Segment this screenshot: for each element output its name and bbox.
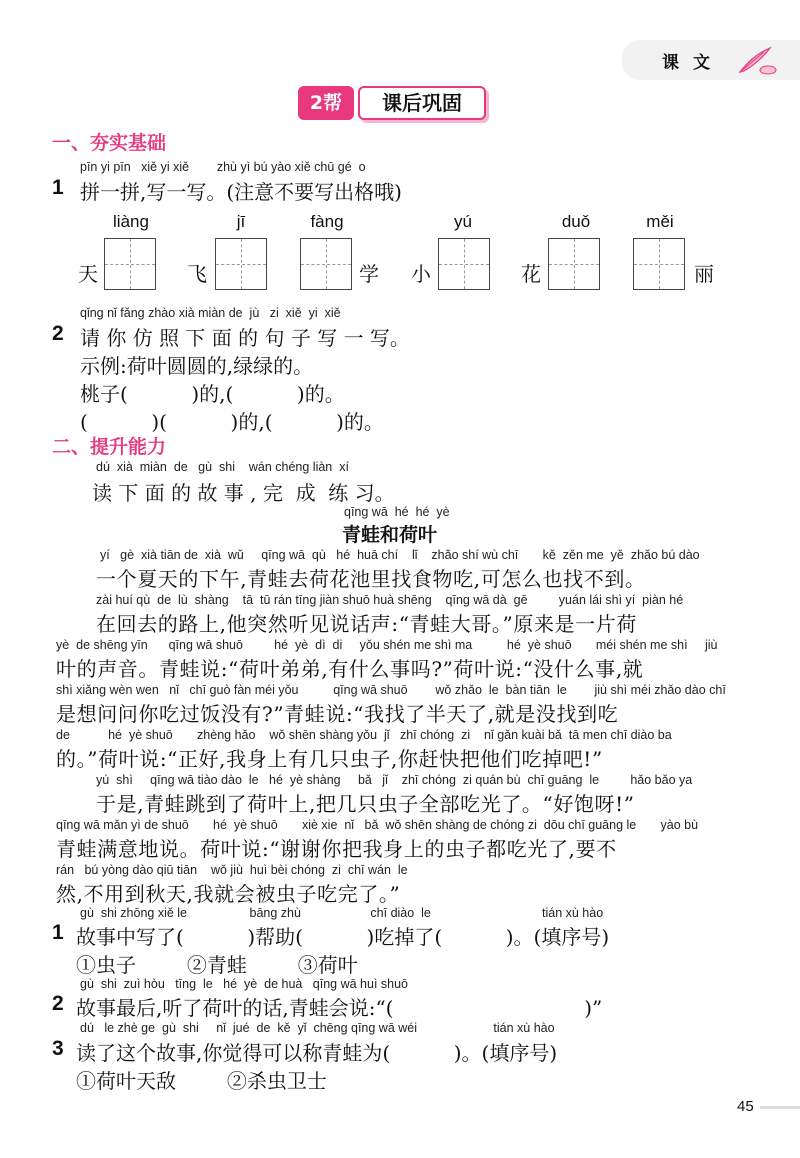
grid-pinyin: duǒ [561,212,591,231]
story-line: 于是,青蛙跳到了荷叶上,把几只虫子全部吃光了。“好饱呀!” [96,792,635,816]
sq2-text[interactable]: 故事最后,听了荷叶的话,青蛙会说:“( )” [76,996,603,1020]
writing-grid-box[interactable] [438,238,490,290]
sq1-pinyin: gù shi zhōng xiě le bāng zhù chī diào le tián xù hào [80,906,604,920]
story-pinyin: yí gè xià tiān de xià wǔ qīng wā qù hé huā chí lǐ zhǎo shí wù chī kě zěn me yě zhǎo bú dào [100,548,700,562]
section-1-title: 一、夯实基础 [52,132,167,154]
q2-pinyin: qǐng nǐ fǎng zhào xià miàn de jù zi xiě yi xiě [80,306,341,320]
banner-number: 2帮 [298,86,354,120]
q1-number: 1 [52,176,64,199]
banner-title: 课后巩固 [358,86,486,120]
q2-line2[interactable]: ( )( )的,( )的。 [80,410,384,434]
grid-char: 学 [359,262,379,286]
sq3-pinyin: dú le zhè ge gù shi nǐ jué de kě yǐ chēng qīng wā wéi tián xù hào [80,1021,555,1035]
story-line: 然,不用到秋天,我就会被虫子吃完了。” [56,882,401,906]
story-line: 一个夏天的下午,青蛙去荷花池里找食物吃,可怎么也找不到。 [96,567,646,591]
story-line: 的。”荷叶说:“正好,我身上有几只虫子,你赶快把他们吃掉吧!” [56,747,603,771]
q2-example: 示例:荷叶圆圆的,绿绿的。 [80,354,314,378]
writing-grid-box[interactable] [215,238,267,290]
story-pinyin: yú shì qīng wā tiào dào le hé yè shàng bǎ jǐ zhī chóng zi quán bù chī guāng le hǎo bǎo ya [96,773,693,787]
story-pinyin: rán bú yòng dào qiū tiān wǒ jiù huì bèi chóng zi chī wán le [56,863,408,877]
story-line: 是想问问你吃过饭没有?”青蛙说:“我找了半天了,就是没找到吃 [56,702,619,726]
story-pinyin: yè de shēng yīn qīng wā shuō hé yè dì di yǒu shén me shì ma hé yè shuō méi shén me shì jiù [56,638,718,652]
grid-char: 飞 [187,262,207,286]
page-number-rule [760,1106,800,1109]
story-title-pinyin: qīng wā hé hé yè [344,505,450,519]
q1-pinyin: pīn yi pīn xiě yi xiě zhù yì bú yào xiě chū gé o [80,160,366,174]
read-instruction: 读 下 面 的 故 事 , 完 成 练 习。 [92,481,395,505]
grid-pinyin: fàng [310,212,344,231]
story-line: 在回去的路上,他突然听见说话声:“青蛙大哥。”原来是一片荷 [96,612,637,636]
chapter-tab [622,40,800,80]
story-pinyin: de hé yè shuō zhèng hǎo wǒ shēn shàng yǒu jǐ zhī chóng zi nǐ gǎn kuài bǎ tā men chī diào ba [56,728,672,742]
story-pinyin: qīng wā mǎn yì de shuō hé yè shuō xiè xie nǐ bǎ wǒ shēn shàng de chóng zi dōu chī guāng le yào bù [56,818,699,832]
grid-pinyin: yú [454,212,472,231]
writing-grid-box[interactable] [548,238,600,290]
grid-pinyin: měi [646,212,674,231]
page-number: 45 [737,1098,754,1115]
sq3-number: 3 [52,1037,64,1060]
sq3-options: ①荷叶天敌 ②杀虫卫士 [76,1069,327,1093]
story-pinyin: zài huí qù de lù shàng tā tū rán tīng jiàn shuō huà shēng qīng wā dà gē yuán lái shì yí piàn hé [96,593,684,607]
writing-grid-box[interactable] [104,238,156,290]
story-line: 青蛙满意地说。荷叶说:“谢谢你把我身上的虫子都吃光了,要不 [56,837,617,861]
q2-number: 2 [52,322,64,345]
q2-line1[interactable]: 桃子( )的,( )的。 [80,382,345,406]
q2-text: 请 你 仿 照 下 面 的 句 子 写 一 写。 [80,326,410,350]
sq3-text[interactable]: 读了这个故事,你觉得可以称青蛙为( )。(填序号) [76,1041,558,1065]
sq2-number: 2 [52,992,64,1015]
writing-grid-box[interactable] [633,238,685,290]
story-title: 青蛙和荷叶 [342,524,438,546]
story-line: 叶的声音。青蛙说:“荷叶弟弟,有什么事吗?”荷叶说:“没什么事,就 [56,657,644,681]
grid-char: 花 [521,262,541,286]
grid-char: 丽 [694,262,714,286]
sq2-pinyin: gù shi zuì hòu tīng le hé yè de huà qīng wā huì shuō [80,977,408,991]
grid-pinyin: liàng [113,212,149,231]
grid-char: 小 [411,262,431,286]
sq1-number: 1 [52,921,64,944]
read-pinyin: dú xià miàn de gù shi wán chéng liàn xí [96,460,349,474]
sq1-options: ①虫子 ②青蛙 ③荷叶 [76,953,358,977]
story-pinyin: shì xiǎng wèn wen nǐ chī guò fàn méi yǒu qīng wā shuō wǒ zhǎo le bàn tiān le jiù shì méi zhǎo dào chī [56,683,726,697]
sq1-text[interactable]: 故事中写了( )帮助( )吃掉了( )。(填序号) [76,925,610,949]
grid-char: 天 [78,262,98,286]
q1-text: 拼一拼,写一写。(注意不要写出格哦) [80,180,402,204]
chapter-tab-label: 课文 [662,53,724,73]
grid-pinyin: jī [236,212,246,231]
section-2-title: 二、提升能力 [52,436,167,458]
section-banner [298,86,488,120]
writing-grid-box[interactable] [300,238,352,290]
feather-pen-icon [734,44,778,76]
